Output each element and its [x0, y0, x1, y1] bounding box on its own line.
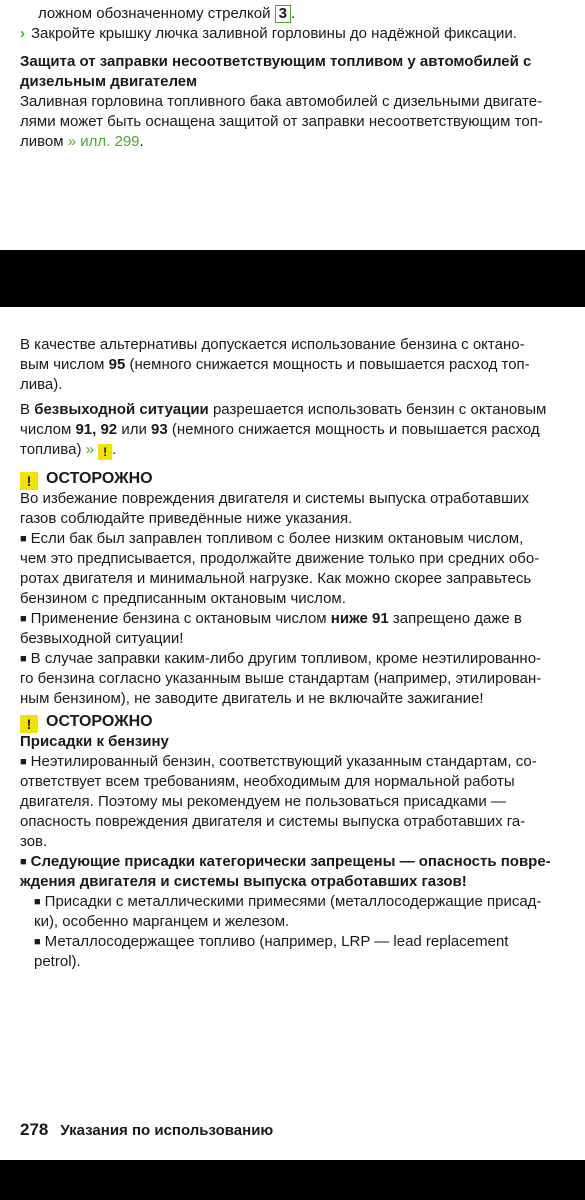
text-line: зов. [20, 833, 48, 850]
octane-value: 93 [151, 421, 168, 438]
diesel-protection-section [20, 52, 563, 152]
section-heading: Защита от заправки несоответствующим топливом у автомобилей с [20, 53, 532, 70]
warning-icon: ! [20, 715, 38, 733]
text-span: Металлосодержащее топливо (например, LRP — lead replacement [44, 933, 509, 950]
text-span: . [139, 133, 144, 150]
emphasis-text: ниже 91 [330, 610, 389, 627]
text-line: ки), особенно марганцем и железом. [34, 913, 290, 930]
bullet-item [20, 529, 563, 549]
previous-page-text [20, 4, 563, 44]
text-line: ным бензином), не заводите двигатель и не включайте зажигание! [20, 690, 484, 707]
bullet-square-icon: ■ [20, 533, 27, 545]
text-line: Во избежание повреждения двигателя и системы выпуска отработавших [20, 490, 530, 507]
text-span: запрещено даже в [388, 610, 522, 627]
text-span: (немного снижается мощность и повышается расход [167, 421, 540, 438]
octane-paragraph [20, 335, 563, 395]
text-span: Следующие присадки категорически запрещены — опасность повре- [30, 853, 551, 870]
text-span: вым числом [20, 356, 109, 373]
text-line [20, 355, 563, 375]
bullet-square-icon: ■ [20, 613, 27, 625]
text-line: чем это предписывается, продолжайте движение только при средних обо- [20, 550, 540, 567]
text-span: В [20, 401, 35, 418]
sub-bullet-item [20, 932, 563, 952]
text-line: бензином с предписанным октановым числом. [20, 590, 346, 607]
emphasis-text: безвыходной ситуации [34, 401, 209, 418]
text-line: го бензина согласно указанным выше стандартам (например, этилирован- [20, 670, 542, 687]
text-span: Неэтилированный бензин, соответствующий указанным стандартам, со- [30, 753, 537, 770]
text-span: (немного снижается мощность и повышается расход топ- [125, 356, 530, 373]
text-line: petrol). [34, 953, 81, 970]
warning-icon: ! [20, 472, 38, 490]
page-divider-bottom [0, 1160, 585, 1200]
text-line: ротах двигателя и минимальной нагрузке. Как можно скорее заправьтесь [20, 570, 532, 587]
octane-value: 95 [108, 356, 126, 373]
warning-heading [20, 469, 563, 489]
section-heading: дизельным двигателем [20, 73, 198, 90]
text-line [20, 132, 563, 152]
sub-bullet-item [20, 892, 563, 912]
text-line: Заливная горловина топливного бака автомобилей с дизельными двигате- [20, 93, 543, 110]
step-text: Закройте крышку лючка заливной горловины до надёжной фиксации. [31, 25, 517, 42]
page-footer [20, 1120, 273, 1141]
bullet-item [20, 649, 563, 669]
bullet-square-icon: ■ [34, 896, 41, 908]
warning-title: ОСТОРОЖНО [46, 713, 153, 730]
warning-title: ОСТОРОЖНО [46, 470, 153, 487]
text-line: газов соблюдайте приведённые ниже указания. [20, 510, 353, 527]
warning-icon: ! [98, 444, 112, 460]
text-span: топлива) [20, 441, 86, 458]
text-span: . [112, 441, 117, 458]
text-span: или [117, 421, 152, 438]
text-line: лями может быть оснащена защитой от заправки несоответствующим топ- [20, 113, 543, 130]
octane-value: 91, 92 [75, 421, 118, 438]
callout-number: 3 [275, 5, 291, 23]
text-line: безвыходной ситуации! [20, 630, 184, 647]
text-span: разрешается использовать бензин с октановым [208, 401, 547, 418]
bullet-item [20, 609, 563, 629]
text-line: ответствует всем требованиям, необходимым для нормальной работы [20, 773, 515, 790]
bullet-square-icon: ■ [34, 936, 41, 948]
bullet-item [20, 852, 563, 872]
emergency-paragraph [20, 400, 563, 460]
text-line: опасность повреждения двигателя и системы выпуска отработавших га- [20, 813, 526, 830]
text-line [20, 440, 563, 460]
previous-page-fragment [0, 0, 585, 250]
instruction-step [20, 24, 563, 44]
warning-box-1 [20, 469, 563, 709]
text-span: ложном обозначенному стрелкой [38, 5, 271, 22]
text-span: Применение бензина с октановым числом [30, 610, 331, 627]
bullet-square-icon: ■ [20, 756, 27, 768]
text-span: Присадки с металлическими примесями (металлосодержащие присад- [44, 893, 542, 910]
warning-subtitle: Присадки к бензину [20, 733, 169, 750]
warning-heading [20, 712, 563, 732]
bullet-square-icon: ■ [20, 653, 27, 665]
text-span: числом [20, 421, 76, 438]
text-span: . [291, 5, 296, 22]
text-line: ждения двигателя и системы выпуска отработавших газов! [20, 873, 467, 890]
page-number: 278 [20, 1120, 49, 1139]
text-line: В качестве альтернативы допускается использование бензина с октано- [20, 336, 525, 353]
text-span: Если бак был заправлен топливом с более низким октановым числом, [30, 530, 524, 547]
text-line: лива). [20, 376, 63, 393]
illustration-link[interactable]: » илл. 299 [67, 133, 140, 150]
text-line [20, 4, 563, 24]
text-line [20, 420, 563, 440]
reference-arrow[interactable]: » [85, 441, 94, 458]
text-span: В случае заправки каким-либо другим топливом, кроме неэтилированно- [30, 650, 542, 667]
text-span: ливом [20, 133, 64, 150]
text-line [20, 400, 563, 420]
text-line: двигателя. Поэтому мы рекомендуем не пользоваться присадками — [20, 793, 506, 810]
warning-box-2 [20, 712, 563, 972]
bullet-square-icon: ■ [20, 856, 27, 868]
page-divider [0, 250, 585, 307]
bullet-item [20, 752, 563, 772]
section-title: Указания по использованию [60, 1122, 274, 1139]
step-arrow-icon: › [20, 25, 25, 42]
